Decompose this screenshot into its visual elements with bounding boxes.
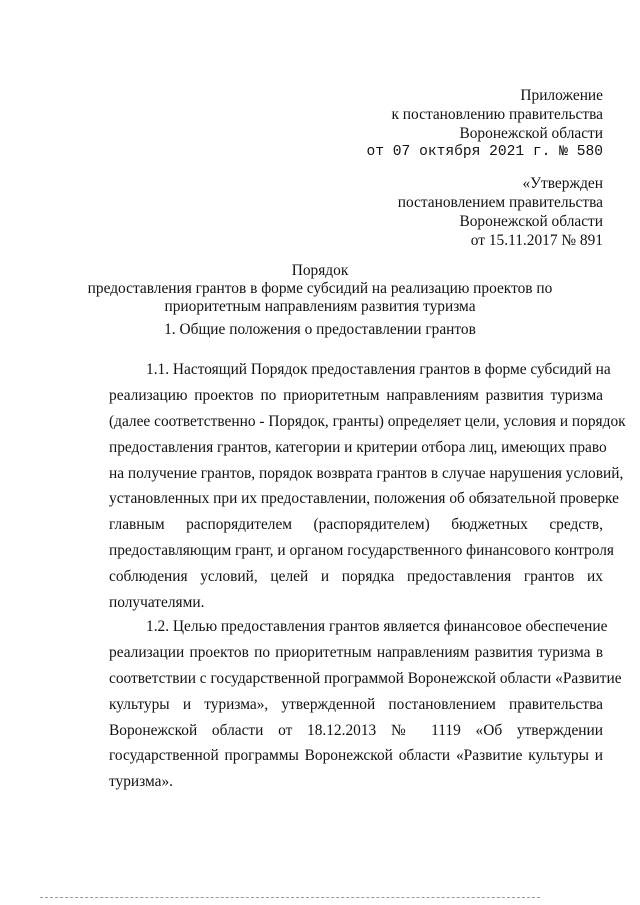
paragraph-line: 1.2. Целью предоставления грантов является финансовое обеспечение: [146, 618, 608, 635]
paragraph-line: культуры и туризма», утвержденной постановлением правительства: [109, 695, 603, 713]
appendix-resolution-line: к постановлению правительства: [391, 106, 603, 123]
paragraph-line: получателями.: [109, 594, 205, 612]
appendix-header: [367, 86, 603, 162]
paragraph-line: государственной программы Воронежской области «Развитие культуры и: [109, 747, 603, 765]
title-word: Порядок: [291, 262, 349, 279]
paragraph-line: соблюдения условий, целей и порядка предоставления грантов их: [109, 568, 603, 586]
title-line-3: приоритетным направлениям развития туризма: [164, 298, 476, 315]
paragraph-line: туризма».: [109, 773, 174, 791]
paragraph-1-1: [109, 357, 626, 616]
paragraph-line: предоставления грантов, категории и критерии отбора лиц, имеющих право: [109, 438, 607, 456]
title-line-2: предоставления грантов в форме субсидий на реализацию проектов по: [87, 280, 553, 297]
paragraph-line: реализации проектов по приоритетным направлениям развития туризма в: [109, 643, 603, 661]
paragraph-line: (далее соответственно - Порядок, гранты) определяет цели, условия и порядок: [109, 412, 626, 430]
paragraph-line: главным распорядителем (распорядителем) бюджетных средств,: [109, 516, 603, 534]
approved-region-line: Воронежской области: [459, 213, 603, 230]
appendix-region-line: Воронежской области: [459, 125, 603, 142]
appendix-date-number: от 07 октября 2021 г. № 580: [366, 144, 603, 160]
approved-date-number: от 15.11.2017 № 891: [470, 232, 603, 249]
paragraph-line: Воронежской области от 18.12.2013 № 1119 «Об утверждении: [109, 721, 603, 739]
paragraph-line: установленных при их предоставлении, положения об обязательной проверке: [109, 490, 619, 508]
approved-block: [398, 174, 603, 250]
scan-edge-artifact: [40, 897, 540, 898]
paragraph-line: соответствии с государственной программой Воронежской области «Развитие: [109, 669, 622, 687]
approved-resolution-line: постановлением правительства: [397, 194, 603, 211]
section-heading: 1. Общие положения о предоставлении грантов: [164, 321, 476, 338]
appendix-label: Приложение: [520, 87, 603, 104]
paragraph-line: предоставляющим грант, и органом государственного финансового контроля: [109, 542, 615, 560]
paragraph-line: реализацию проектов по приоритетным направлениям развития туризма: [109, 386, 603, 404]
paragraph-line: 1.1. Настоящий Порядок предоставления грантов в форме субсидий на: [146, 361, 611, 378]
document-title: [0, 262, 640, 316]
paragraph-1-2: [109, 614, 622, 795]
paragraph-line: на получение грантов, порядок возврата грантов в случае нарушения условий,: [109, 464, 624, 482]
approved-label: «Утвержден: [522, 175, 603, 192]
